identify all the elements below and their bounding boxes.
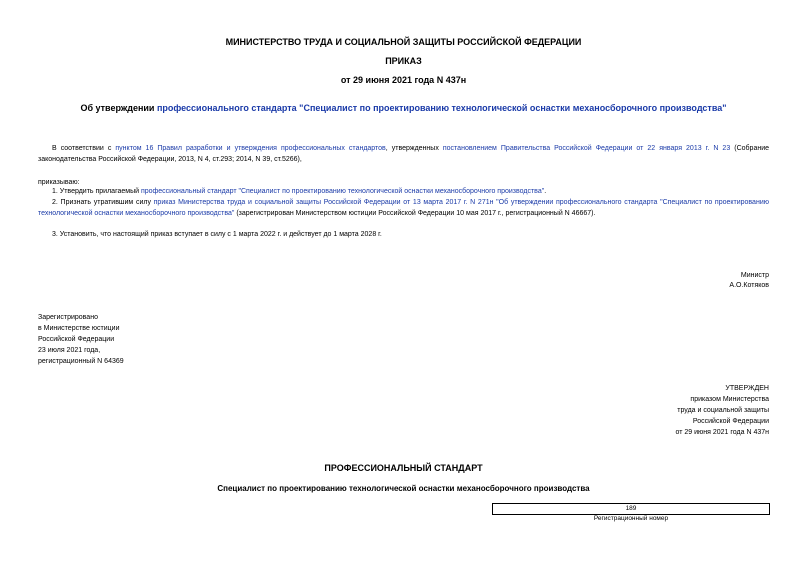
registration-block: Зарегистрировано в Министерстве юстиции Российской Федерации 23 июля 2021 года, регистрационный N 64369 (38, 314, 124, 365)
signature-name: А.О.Котяков (729, 282, 769, 289)
item-1: 1. Утвердить прилагаемый профессиональный стандарт "Специалист по проектированию технологической оснастки механосборочного производства". (52, 188, 547, 195)
preamble: В соответствии с пунктом 16 Правил разработки и утверждения профессиональных стандартов, утвержденных постановлением Правительства Российской Федерации от 22 января 2013 г. N 23 (Собрание законодательства Российской Федерации, 2013, N 4, ст.293; 2014, N 39, ст.5266), (38, 145, 770, 163)
approved-block: УТВЕРЖДЕН приказом Министерства труда и социальной защиты Российской Федерации от 29 июня 2021 года N 437н (675, 385, 769, 436)
resolution-link[interactable]: постановлением Правительства Российской Федерации от 22 января 2013 г. N 23 (442, 145, 731, 152)
standard-link[interactable]: профессионального стандарта "Специалист по проектированию технологической оснастки механосборочного производства" (156, 103, 727, 113)
repealed-order-link[interactable]: приказ Министерства труда и социальной защиты Российской Федерации от 13 марта 2017 г. N 271н "Об утверждении профессионального стандарта "Специалист по проектированию технологической оснастки механосборочного производства" (38, 199, 769, 217)
ministry-title: МИНИСТЕРСТВО ТРУДА И СОЦИАЛЬНОЙ ЗАЩИТЫ РОССИЙСКОЙ ФЕДЕРАЦИИ (225, 37, 582, 47)
item-3: 3. Установить, что настоящий приказ вступает в силу с 1 марта 2022 г. и действует до 1 марта 2028 г. (52, 231, 382, 238)
approved-standard-link[interactable]: профессиональный стандарт "Специалист по проектированию технологической оснастки механосборочного производства" (140, 188, 545, 195)
registration-number-label: Регистрационный номер (593, 515, 669, 522)
doc-type: ПРИКАЗ (385, 56, 422, 66)
rules-link[interactable]: пунктом 16 Правил разработки и утверждения профессиональных стандартов (115, 145, 386, 152)
standard-heading: ПРОФЕССИОНАЛЬНЫЙ СТАНДАРТ (324, 463, 483, 473)
standard-name: Специалист по проектированию технологической оснастки механосборочного производства (217, 484, 590, 493)
order-word: приказываю: (38, 179, 80, 186)
registration-number-box: 189 (492, 503, 770, 515)
doc-title-prefix: Об утверждении (80, 103, 157, 113)
signature-position: Министр (740, 272, 769, 279)
doc-title (0, 103, 807, 113)
item-2: 2. Признать утратившим силу приказ Министерства труда и социальной защиты Российской Федерации от 13 марта 2017 г. N 271н "Об утверждении профессионального стандарта "Специалист по проектированию технологической оснастки механосборочного производства" (зарегистрирован Министерством юстиции Российской Федерации 10 мая 2017 г., регистрационный N 46667). (38, 199, 769, 217)
doc-date-number: от 29 июня 2021 года N 437н (340, 75, 467, 85)
